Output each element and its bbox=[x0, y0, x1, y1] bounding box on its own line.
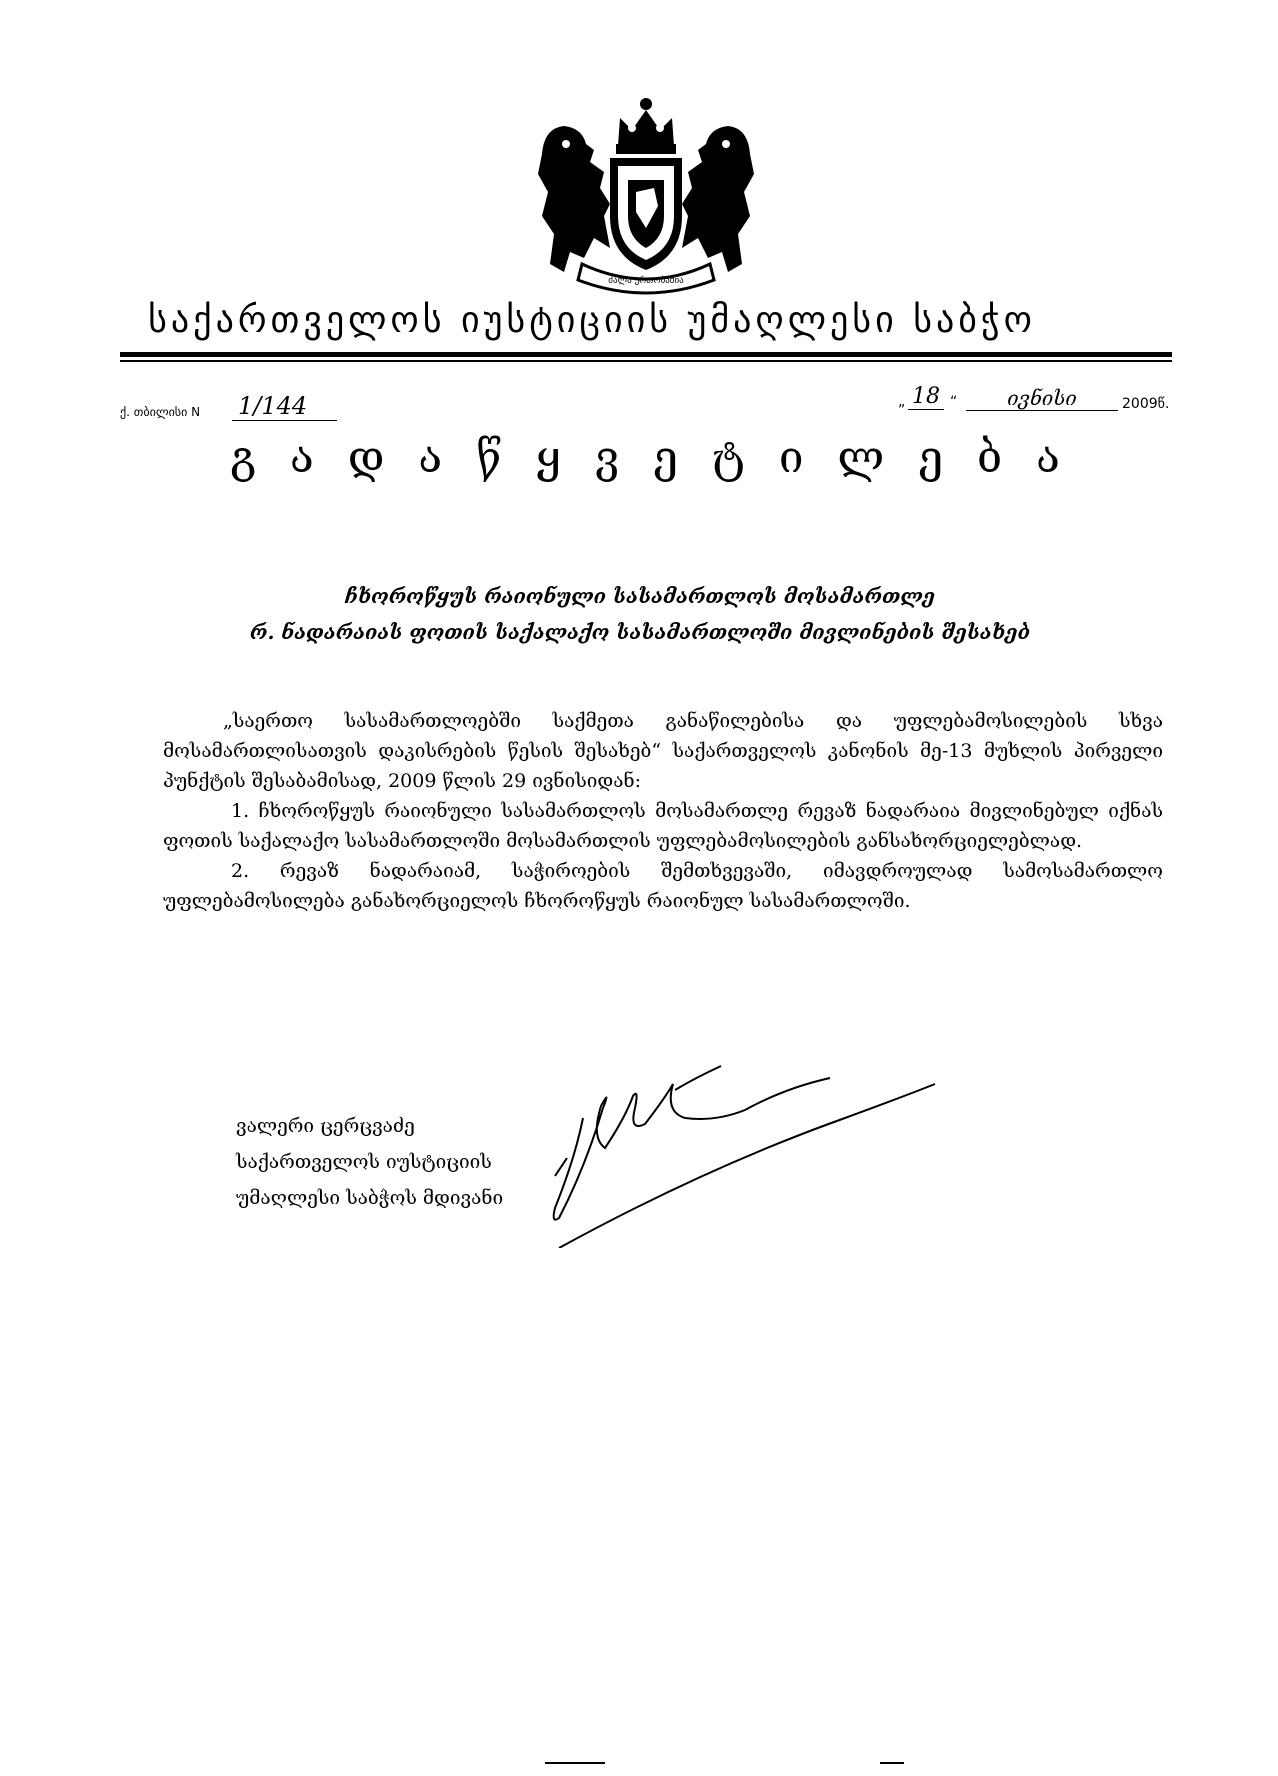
footer-mark-2 bbox=[880, 1762, 904, 1764]
signatory-title-line-2: უმაღლესი საბჭოს მდივანი bbox=[236, 1187, 504, 1209]
document-body bbox=[163, 706, 1163, 916]
signatory-name: ვალერი ცერცვაძე bbox=[236, 1115, 415, 1137]
body-intro: „საერთო სასამართლოებში საქმეთა განაწილებისა და უფლებამოსილების სხვა მოსამართლისათვის დაკისრების წესის შესახებ“ საქართველოს კანონის მე-13 მუხლის პირველი პუნქტის შესაბამისად, 2009 წლის 29 ივნისიდან: bbox=[163, 710, 1163, 792]
crown-icon bbox=[616, 98, 676, 154]
organization-name: საქართველოს იუსტიციის უმაღლესი საბჭო bbox=[148, 300, 1036, 341]
footer-mark-1 bbox=[545, 1762, 605, 1764]
left-lion-icon bbox=[538, 126, 610, 272]
document-title: გ ა დ ა წ ყ ვ ე ტ ი ლ ე ბ ა bbox=[230, 432, 1070, 483]
reference-label: ქ. თბილისი N bbox=[120, 405, 201, 419]
date-month: ივნისი bbox=[966, 386, 1118, 411]
document-subject bbox=[180, 578, 1100, 650]
subject-line-1: ჩხოროწყუს რაიონული სასამართლოს მოსამართლე bbox=[344, 584, 936, 608]
handwritten-signature bbox=[545, 1048, 940, 1248]
header-rule-thick bbox=[120, 352, 1172, 357]
shield-icon bbox=[610, 158, 682, 270]
reference-number: 1/144 bbox=[232, 392, 337, 421]
right-lion-icon bbox=[682, 126, 754, 272]
emblem-motto: ძალა ერთობაშია bbox=[608, 276, 684, 286]
signatory-block bbox=[236, 1108, 503, 1216]
date-open-quote: „ bbox=[898, 394, 906, 410]
signatory-title-line-1: საქართველოს იუსტიციის bbox=[236, 1151, 492, 1173]
body-item-2: 2. რევაზ ნადარაიამ, საჭიროების შემთხვევაში, იმავდროულად სამოსამართლო უფლებამოსილება განახორციელოს ჩხოროწყუს რაიონულ სასამართლოში. bbox=[163, 860, 1163, 912]
date-day: 18 bbox=[908, 384, 944, 410]
date-year: 2009წ. bbox=[1122, 396, 1170, 412]
date-close-quote: “ bbox=[950, 394, 958, 410]
body-item-1: 1. ჩხოროწყუს რაიონული სასამართლოს მოსამართლე რევაზ ნადარაია მივლინებულ იქნას ფოთის საქალაქო სასამართლოში მოსამართლის უფლებამოსილების განსახორციელებლად. bbox=[163, 800, 1163, 852]
document-date bbox=[898, 384, 1170, 418]
coat-of-arms-icon bbox=[524, 88, 768, 298]
subject-line-2: რ. ნადარაიას ფოთის საქალაქო სასამართლოში მივლინების შესახებ bbox=[249, 620, 1031, 644]
header-rule-thin bbox=[120, 360, 1172, 362]
